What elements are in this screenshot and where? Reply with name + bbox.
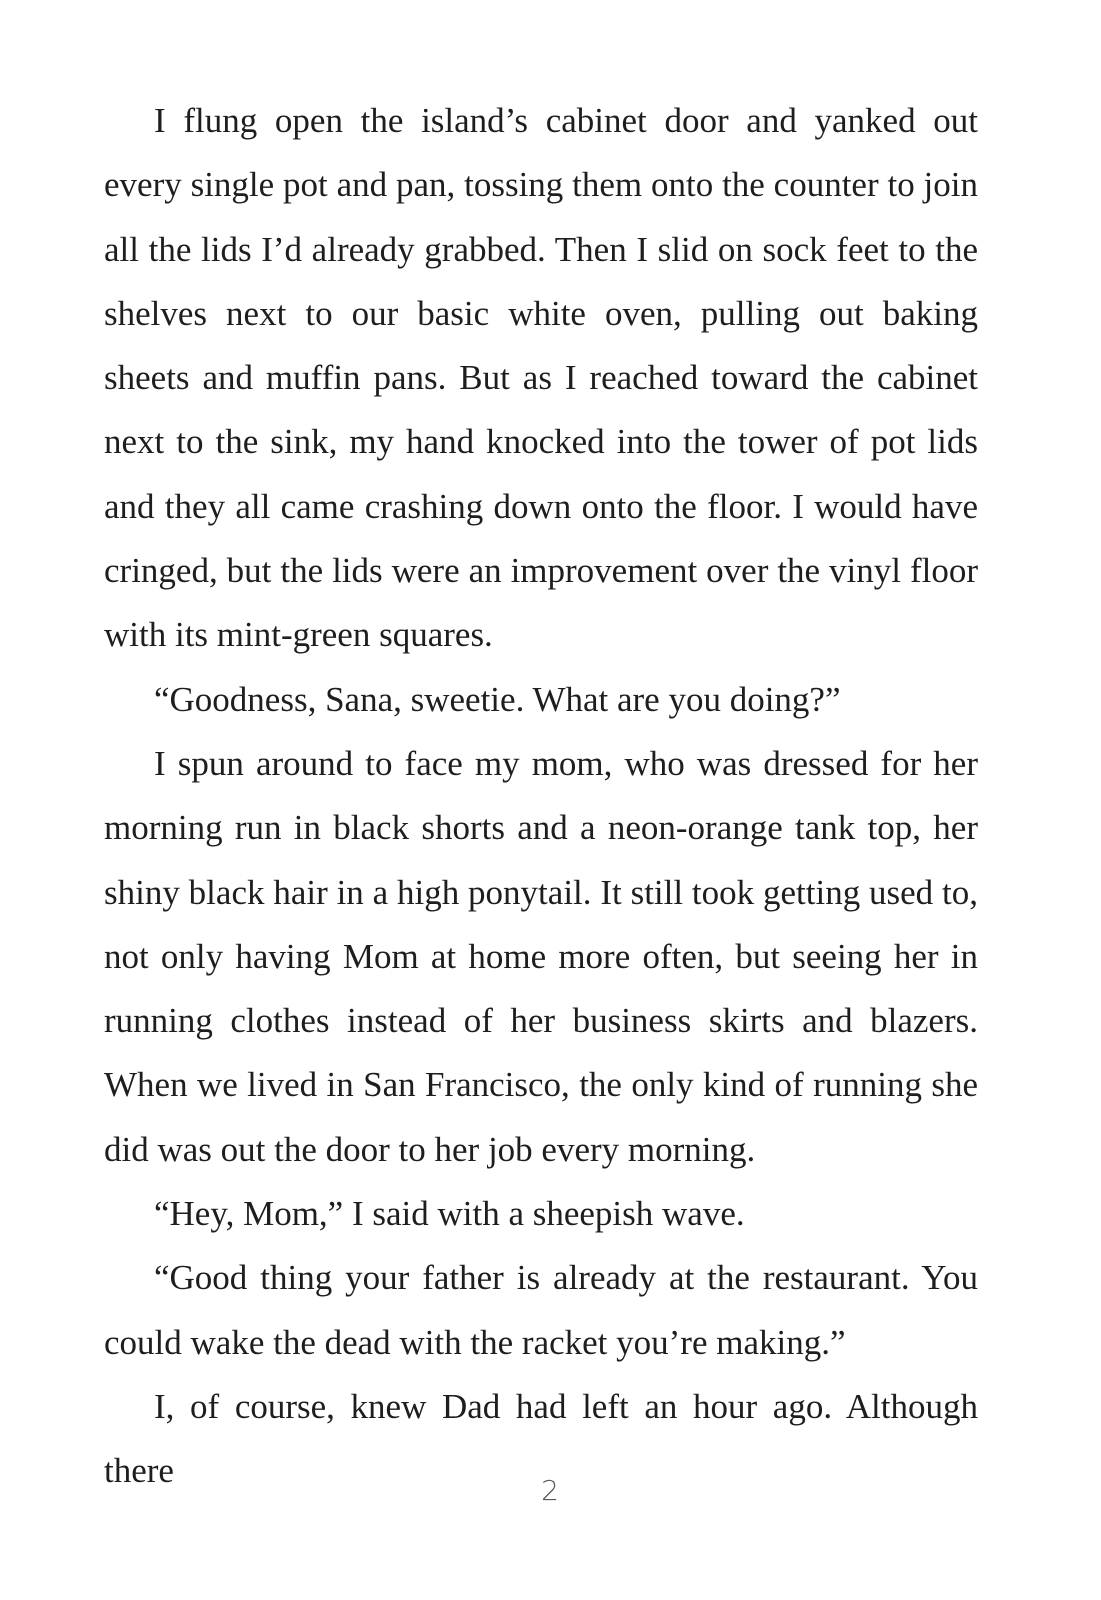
paragraph: I, of course, knew Dad had left an hour ago. Although there xyxy=(104,1386,978,1491)
page-number: 2 xyxy=(541,1474,560,1507)
paragraph: “Goodness, Sana, sweetie. What are you doing?” xyxy=(154,679,841,719)
paragraph: I spun around to face my mom, who was dressed for her morning run in black shorts and a neon-orange tank top, her shiny black hair in a high ponytail. It still took getting used to, not only having Mom at home more often, but seeing her in running clothes instead of her business skirts and blazers. When we lived in San Francisco, the only kind of running she did was out the door to her job every morning. xyxy=(104,743,978,1169)
body-text xyxy=(104,89,978,1504)
paragraph: “Good thing your father is already at the restaurant. You could wake the dead with the racket you’re making.” xyxy=(104,1258,978,1362)
paragraph: “Hey, Mom,” I said with a sheepish wave. xyxy=(154,1194,745,1234)
paragraph: I flung open the island’s cabinet door and yanked out every single pot and pan, tossing them onto the counter to join all the lids I’d already grabbed. Then I slid on sock feet to the shelves next to our basic white oven, pulling out baking sheets and muffin pans. But as I reached toward the cabinet next to the sink, my hand knocked into the tower of pot lids and they all came crashing down onto the floor. I would have cringed, but the lids were an improvement over the vinyl floor with its mint-green squares. xyxy=(104,101,978,655)
